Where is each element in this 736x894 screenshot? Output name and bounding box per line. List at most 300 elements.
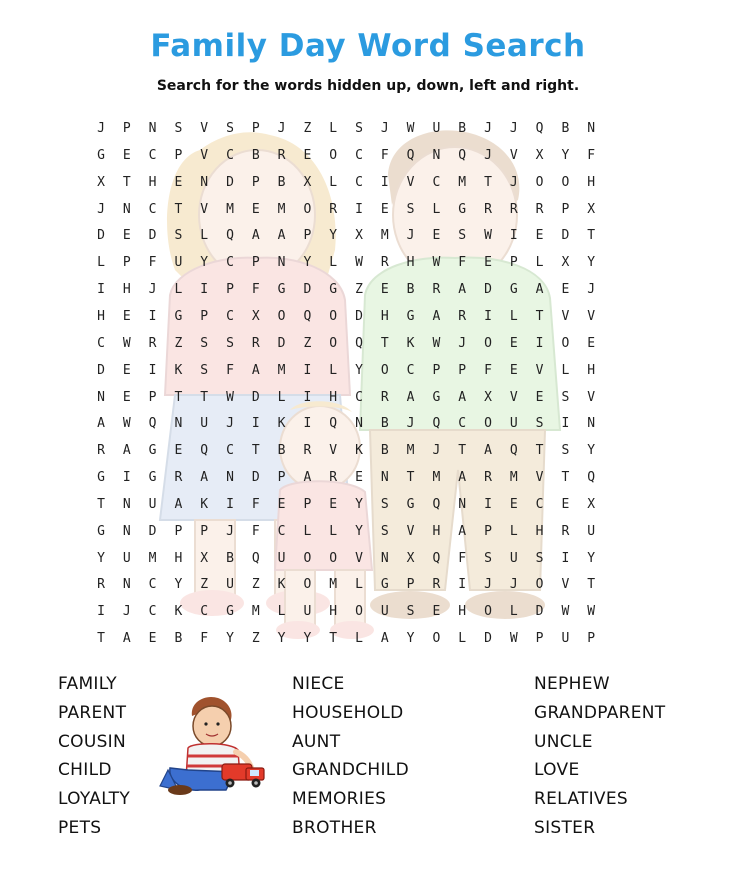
- grid-letter: V: [200, 121, 209, 136]
- grid-letter: L: [303, 523, 312, 539]
- grid-letter: F: [226, 362, 234, 378]
- grid-letter: A: [122, 443, 131, 459]
- grid-letter: L: [200, 228, 209, 244]
- grid-letter: Z: [303, 121, 312, 136]
- grid-letter: U: [509, 416, 518, 432]
- grid-letter: G: [148, 443, 157, 459]
- grid-letter: R: [484, 470, 492, 486]
- grid-letter: V: [587, 308, 596, 324]
- grid-letter: Q: [406, 147, 415, 163]
- grid-letter: I: [148, 362, 157, 378]
- page-title: Family Day Word Search: [150, 28, 586, 64]
- grid-letter: U: [587, 523, 596, 539]
- word-list-item: RELATIVES: [534, 789, 628, 810]
- grid-letter: E: [251, 201, 260, 217]
- grid-letter: U: [226, 577, 234, 593]
- grid-letter: A: [458, 470, 467, 486]
- grid-letter: N: [148, 121, 157, 136]
- grid-letter: Y: [200, 255, 209, 271]
- grid-letter: O: [329, 550, 338, 566]
- word-list-item: PARENT: [58, 702, 127, 723]
- grid-letter: W: [587, 604, 596, 620]
- grid-letter: J: [380, 121, 389, 136]
- grid-letter: Z: [251, 631, 260, 647]
- grid-letter: A: [251, 362, 260, 378]
- grid-letter: K: [277, 577, 286, 593]
- grid-letter: J: [97, 201, 105, 217]
- grid-letter: Y: [587, 550, 596, 566]
- grid-letter: P: [122, 255, 131, 271]
- grid-letter: J: [484, 147, 492, 163]
- grid-letter: N: [122, 577, 131, 593]
- word-list-item: HOUSEHOLD: [292, 702, 404, 723]
- grid-letter: B: [380, 416, 389, 432]
- grid-letter: R: [484, 201, 492, 217]
- grid-letter: S: [226, 121, 234, 136]
- grid-letter: P: [406, 577, 415, 593]
- grid-letter: N: [122, 523, 131, 539]
- grid-letter: Q: [535, 121, 544, 136]
- grid-letter: O: [380, 362, 389, 378]
- grid-letter: G: [226, 604, 234, 620]
- grid-letter: F: [148, 255, 157, 271]
- grid-letter: V: [406, 523, 415, 539]
- grid-letter: G: [148, 470, 157, 486]
- grid-letter: K: [200, 496, 209, 512]
- grid-letter: G: [277, 282, 286, 298]
- grid-letter: T: [174, 201, 183, 217]
- grid-letter: J: [406, 416, 415, 432]
- grid-letter: O: [303, 577, 312, 593]
- grid-letter: X: [97, 174, 105, 190]
- grid-letter: C: [148, 201, 157, 217]
- grid-letter: N: [432, 147, 441, 163]
- grid-letter: D: [97, 362, 105, 378]
- grid-letter: D: [484, 282, 492, 298]
- grid-letter: K: [277, 416, 286, 432]
- grid-letter: O: [484, 416, 492, 432]
- grid-letter: F: [484, 362, 492, 378]
- grid-letter: G: [458, 201, 467, 217]
- grid-letter: E: [174, 443, 183, 459]
- grid-letter: I: [122, 470, 131, 486]
- grid-letter: P: [303, 496, 312, 512]
- grid-letter: V: [561, 308, 570, 324]
- grid-letter: Q: [329, 416, 338, 432]
- grid-letter: H: [432, 523, 441, 539]
- grid-letter: S: [200, 335, 209, 351]
- grid-letter: Y: [329, 228, 338, 244]
- word-list-item: GRANDCHILD: [292, 760, 409, 781]
- grid-letter: G: [174, 308, 183, 324]
- grid-letter: M: [277, 201, 286, 217]
- grid-letter: N: [97, 389, 105, 405]
- grid-letter: V: [535, 362, 544, 378]
- grid-letter: P: [251, 174, 260, 190]
- grid-letter: C: [226, 308, 234, 324]
- grid-letter: P: [200, 308, 209, 324]
- grid-letter: X: [200, 550, 209, 566]
- grid-letter: R: [432, 282, 441, 298]
- grid-letter: A: [458, 282, 467, 298]
- word-list-item: LOVE: [534, 760, 580, 781]
- word-list-item: COUSIN: [58, 731, 127, 752]
- grid-letter: E: [355, 470, 363, 486]
- grid-letter: R: [329, 470, 338, 486]
- grid-letter: D: [277, 335, 286, 351]
- grid-letter: G: [406, 308, 415, 324]
- word-list-item: NEPHEW: [534, 674, 610, 694]
- grid-letter: N: [200, 174, 209, 190]
- grid-letter: P: [587, 631, 596, 647]
- grid-letter: E: [122, 389, 131, 405]
- grid-letter: L: [329, 523, 338, 539]
- grid-letter: J: [277, 121, 286, 136]
- grid-letter: P: [484, 523, 492, 539]
- grid-letter: W: [122, 335, 131, 351]
- grid-letter: Z: [303, 335, 312, 351]
- grid-letter: W: [226, 389, 234, 405]
- grid-letter: D: [148, 523, 157, 539]
- grid-letter: U: [174, 255, 183, 271]
- grid-letter: Y: [355, 496, 363, 512]
- grid-letter: U: [200, 416, 209, 432]
- grid-letter: I: [303, 416, 312, 432]
- grid-letter: K: [174, 362, 183, 378]
- grid-letter: X: [587, 496, 596, 512]
- grid-letter: Y: [303, 255, 312, 271]
- grid-letter: E: [484, 255, 492, 271]
- grid-letter: I: [251, 416, 260, 432]
- grid-letter: N: [122, 201, 131, 217]
- grid-letter: P: [200, 523, 209, 539]
- grid-letter: V: [587, 389, 596, 405]
- grid-letter: Y: [587, 255, 596, 271]
- grid-letter: V: [355, 550, 363, 566]
- grid-letter: E: [509, 496, 518, 512]
- grid-letter: J: [226, 523, 234, 539]
- grid-letter: A: [277, 228, 286, 244]
- grid-letter: T: [97, 631, 105, 647]
- grid-letter: I: [561, 416, 570, 432]
- grid-letter: X: [535, 147, 544, 163]
- grid-letter: O: [561, 335, 570, 351]
- grid-letter: E: [122, 228, 131, 244]
- grid-letter: D: [535, 604, 544, 620]
- grid-letter: P: [561, 201, 570, 217]
- word-list-item: MEMORIES: [292, 789, 387, 810]
- grid-letter: I: [458, 577, 467, 593]
- grid-letter: N: [174, 416, 183, 432]
- grid-letter: V: [329, 443, 338, 459]
- grid-letter: S: [561, 389, 570, 405]
- grid-letter: J: [97, 121, 105, 136]
- grid-letter: R: [148, 335, 157, 351]
- grid-letter: X: [251, 308, 260, 324]
- grid-letter: Z: [200, 577, 209, 593]
- grid-letter: I: [200, 282, 209, 298]
- grid-letter: B: [380, 443, 389, 459]
- grid-letter: I: [97, 282, 105, 298]
- grid-letter: T: [561, 470, 570, 486]
- grid-letter: S: [535, 416, 544, 432]
- grid-letter: H: [148, 174, 157, 190]
- grid-letter: C: [406, 362, 415, 378]
- grid-letter: C: [148, 577, 157, 593]
- grid-letter: M: [277, 362, 286, 378]
- grid-letter: V: [535, 470, 544, 486]
- grid-letter: D: [226, 174, 234, 190]
- grid-letter: C: [432, 174, 441, 190]
- grid-letter: Q: [303, 308, 312, 324]
- grid-letter: O: [329, 335, 338, 351]
- grid-letter: S: [458, 228, 467, 244]
- grid-letter: F: [458, 255, 467, 271]
- grid-letter: N: [380, 470, 389, 486]
- grid-letter: R: [432, 577, 441, 593]
- grid-letter: Q: [148, 416, 157, 432]
- grid-letter: E: [380, 201, 389, 217]
- grid-letter: U: [122, 550, 131, 566]
- grid-letter: A: [174, 496, 183, 512]
- grid-letter: E: [509, 362, 518, 378]
- grid-letter: J: [148, 282, 157, 298]
- grid-letter: B: [277, 174, 286, 190]
- grid-letter: M: [432, 470, 441, 486]
- grid-letter: A: [97, 416, 105, 432]
- grid-letter: G: [97, 523, 105, 539]
- grid-letter: Z: [174, 335, 183, 351]
- grid-letter: O: [484, 604, 492, 620]
- grid-letter: S: [174, 228, 183, 244]
- grid-letter: T: [329, 631, 338, 647]
- grid-letter: E: [277, 496, 286, 512]
- grid-letter: E: [587, 335, 596, 351]
- grid-letter: L: [561, 362, 570, 378]
- grid-letter: C: [355, 389, 363, 405]
- grid-letter: J: [509, 174, 518, 190]
- grid-letter: S: [380, 523, 389, 539]
- grid-letter: G: [97, 147, 105, 163]
- grid-letter: P: [174, 147, 183, 163]
- grid-letter: S: [406, 201, 415, 217]
- grid-letter: W: [509, 631, 518, 647]
- grid-letter: S: [406, 604, 415, 620]
- grid-letter: P: [303, 228, 312, 244]
- grid-letter: T: [587, 228, 596, 244]
- grid-letter: W: [432, 335, 441, 351]
- grid-letter: A: [200, 470, 209, 486]
- grid-letter: J: [509, 577, 518, 593]
- grid-letter: T: [200, 389, 209, 405]
- grid-letter: I: [303, 362, 312, 378]
- grid-letter: O: [303, 550, 312, 566]
- grid-letter: N: [587, 121, 596, 136]
- grid-letter: M: [226, 201, 234, 217]
- grid-letter: D: [251, 389, 260, 405]
- grid-letter: E: [148, 631, 157, 647]
- grid-letter: N: [277, 255, 286, 271]
- grid-letter: G: [380, 577, 389, 593]
- grid-letter: F: [251, 523, 260, 539]
- grid-letter: B: [251, 147, 260, 163]
- grid-letter: L: [277, 604, 286, 620]
- grid-letter: J: [432, 443, 441, 459]
- grid-letter: R: [380, 255, 389, 271]
- grid-letter: L: [509, 604, 518, 620]
- grid-letter: O: [355, 604, 363, 620]
- grid-letter: A: [535, 282, 544, 298]
- grid-letter: Q: [587, 470, 596, 486]
- grid-letter: N: [226, 470, 234, 486]
- grid-letter: C: [277, 523, 286, 539]
- grid-letter: N: [380, 550, 389, 566]
- grid-letter: R: [561, 523, 570, 539]
- grid-letter: A: [484, 443, 492, 459]
- grid-letter: D: [97, 228, 105, 244]
- grid-letter: V: [200, 147, 209, 163]
- grid-letter: M: [380, 228, 389, 244]
- grid-letter: S: [174, 121, 183, 136]
- grid-letter: W: [432, 255, 441, 271]
- grid-letter: I: [484, 496, 492, 512]
- grid-letter: N: [355, 416, 363, 432]
- grid-letter: I: [535, 335, 544, 351]
- grid-letter: W: [484, 228, 492, 244]
- grid-letter: O: [277, 308, 286, 324]
- grid-letter: B: [561, 121, 570, 136]
- grid-letter: P: [122, 121, 131, 136]
- grid-letter: H: [329, 389, 338, 405]
- grid-letter: Y: [355, 362, 363, 378]
- grid-letter: S: [535, 550, 544, 566]
- grid-letter: T: [174, 389, 183, 405]
- grid-letter: Y: [303, 631, 312, 647]
- grid-letter: R: [380, 389, 389, 405]
- grid-letter: Q: [509, 443, 518, 459]
- grid-letter: Z: [355, 282, 363, 298]
- grid-letter: M: [329, 577, 338, 593]
- grid-letter: U: [380, 604, 389, 620]
- grid-letter: S: [226, 335, 234, 351]
- grid-letter: X: [561, 255, 570, 271]
- grid-letter: R: [277, 147, 286, 163]
- grid-letter: W: [355, 255, 363, 271]
- grid-letter: Q: [432, 416, 441, 432]
- grid-letter: G: [509, 282, 518, 298]
- grid-letter: G: [329, 282, 338, 298]
- grid-letter: V: [200, 201, 209, 217]
- grid-letter: H: [329, 604, 338, 620]
- grid-letter: B: [174, 631, 183, 647]
- grid-letter: C: [148, 147, 157, 163]
- grid-letter: I: [484, 308, 492, 324]
- grid-letter: C: [148, 604, 157, 620]
- grid-letter: F: [587, 147, 596, 163]
- grid-letter: Q: [226, 228, 234, 244]
- grid-letter: L: [432, 201, 441, 217]
- grid-letter: F: [380, 147, 389, 163]
- grid-letter: G: [406, 496, 415, 512]
- grid-letter: A: [406, 389, 415, 405]
- grid-letter: P: [251, 121, 260, 136]
- grid-letter: N: [587, 416, 596, 432]
- grid-letter: L: [329, 174, 338, 190]
- grid-letter: Q: [200, 443, 209, 459]
- grid-letter: L: [97, 255, 105, 271]
- grid-letter: J: [458, 335, 467, 351]
- grid-letter: I: [561, 550, 570, 566]
- grid-letter: W: [122, 416, 131, 432]
- grid-letter: E: [509, 335, 518, 351]
- grid-letter: L: [535, 255, 544, 271]
- grid-letter: L: [355, 631, 363, 647]
- grid-letter: X: [587, 201, 596, 217]
- grid-letter: X: [484, 389, 492, 405]
- grid-letter: J: [484, 577, 492, 593]
- grid-letter: L: [277, 389, 286, 405]
- grid-letter: U: [303, 604, 312, 620]
- grid-letter: R: [97, 443, 105, 459]
- grid-letter: D: [148, 228, 157, 244]
- grid-letter: C: [458, 416, 467, 432]
- grid-letter: V: [406, 174, 415, 190]
- grid-letter: G: [432, 389, 441, 405]
- grid-letter: T: [587, 577, 596, 593]
- word-list-item: PETS: [58, 818, 102, 838]
- grid-letter: P: [432, 362, 441, 378]
- grid-letter: X: [355, 228, 363, 244]
- grid-letter: G: [97, 470, 105, 486]
- grid-letter: L: [509, 308, 518, 324]
- grid-letter: T: [97, 496, 105, 512]
- grid-letter: O: [329, 308, 338, 324]
- grid-letter: Y: [406, 631, 415, 647]
- grid-letter: J: [122, 604, 131, 620]
- grid-letter: N: [458, 496, 467, 512]
- grid-letter: L: [458, 631, 467, 647]
- grid-letter: H: [587, 362, 596, 378]
- grid-letter: P: [277, 470, 286, 486]
- grid-letter: A: [251, 228, 260, 244]
- grid-letter: K: [355, 443, 363, 459]
- grid-letter: A: [458, 523, 467, 539]
- grid-letter: J: [406, 228, 415, 244]
- grid-letter: T: [535, 308, 544, 324]
- grid-letter: P: [148, 389, 157, 405]
- grid-letter: I: [380, 174, 389, 190]
- grid-letter: B: [458, 121, 467, 136]
- word-list-item: GRANDPARENT: [534, 702, 666, 723]
- grid-letter: R: [458, 308, 467, 324]
- grid-letter: D: [561, 228, 570, 244]
- grid-letter: S: [355, 121, 363, 136]
- grid-letter: T: [458, 443, 467, 459]
- grid-letter: P: [458, 362, 467, 378]
- grid-letter: R: [535, 201, 544, 217]
- grid-letter: P: [226, 282, 234, 298]
- grid-letter: D: [355, 308, 363, 324]
- grid-letter: L: [329, 121, 338, 136]
- grid-letter: V: [509, 389, 518, 405]
- grid-letter: T: [484, 174, 492, 190]
- grid-letter: Y: [587, 443, 596, 459]
- grid-letter: H: [380, 308, 389, 324]
- word-list-item: AUNT: [292, 731, 341, 752]
- grid-letter: E: [174, 174, 183, 190]
- grid-letter: J: [509, 121, 518, 136]
- grid-letter: O: [329, 147, 338, 163]
